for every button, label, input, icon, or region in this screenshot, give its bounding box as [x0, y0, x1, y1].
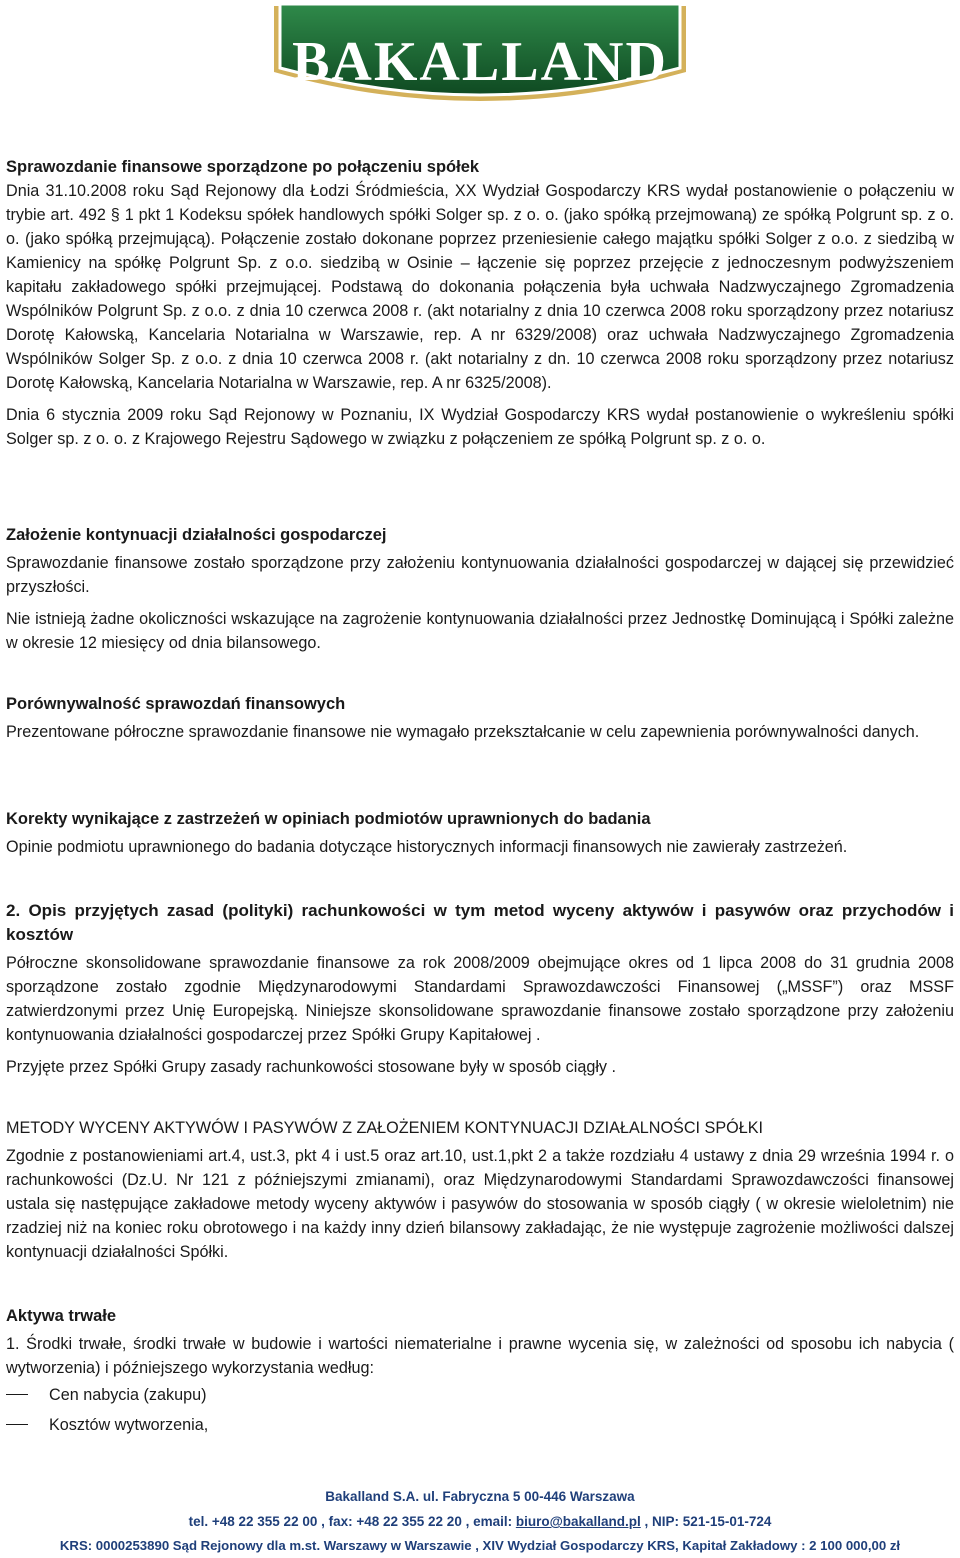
policies-paragraph-2: Przyjęte przez Spółki Grupy zasady rachunkowości stosowane były w sposób ciągły .	[6, 1058, 617, 1076]
dash-bullet	[6, 1424, 28, 1425]
corrections-paragraph: Opinie podmiotu uprawnionego do badania dotyczące historycznych informacji finansowych nie zawierały zastrzeżeń.	[6, 838, 848, 856]
list-item: Cen nabycia (zakupu)	[6, 1380, 954, 1410]
svg-text:BAKALLAND: BAKALLAND	[292, 31, 668, 93]
corrections-title: Korekty wynikające z zastrzeżeń w opiniach podmiotów uprawnionych do badania	[6, 810, 651, 828]
merger-paragraph-1: Dnia 31.10.2008 roku Sąd Rejonowy dla Łodzi Śródmieścia, XX Wydział Gospodarczy KRS wydał postanowienie o połączeniu w trybie art. 492 § 1 pkt 1 Kodeksu spółek handlowych spółki Solger sp. z o. o. (jako spółką przejmowaną) ze spółką Polgrunt sp. z o. o. (jako spółką przejmującą). Połączenie zostało dokonane poprzez przeniesienie całego majątku spółki Solger z o.o. z siedzibą w Kamienicy na spółkę Polgrunt Sp. z o.o. siedzibą w Osinie – łączenie się poprzez przejęcie z jednoczesnym podwyższeniem kapitału zakładowego spółki przejmującej. Podstawą do dokonania połączenia była uchwała Nadzwyczajnego Zgromadzenia Wspólników Polgrunt Sp. z o.o. z dnia 10 czerwca 2008 r. (akt notarialny z dnia 10 czerwca 2008 roku sporządzony przez notariusz Dorotę Kałowską, Kancelaria Notarialna w Warszawie, rep. A nr 6329/2008) oraz uchwała Nadzwyczajnego Zgromadzenia Wspólników Solger Sp. z o.o. z dnia 10 czerwca 2008 r. (akt notarialny z dn. 10 czerwca 2008 roku sporządzony przez notariusz Dorotę Kałowską, Kancelaria Notarialna w Warszawie, rep. A nr 6325/2008).	[6, 182, 954, 392]
going-concern-paragraph-2: Nie istnieją żadne okoliczności wskazujące na zagrożenie kontynuowania działalności przez Jednostkę Dominującą i Spółki zależne w okresie 12 miesięcy od dnia bilansowego.	[6, 610, 954, 652]
methods-title: METODY WYCENY AKTYWÓW I PASYWÓW Z ZAŁOŻENIEM KONTYNUACJI DZIAŁALNOŚCI SPÓŁKI	[6, 1119, 764, 1137]
merger-paragraph-2: Dnia 6 stycznia 2009 roku Sąd Rejonowy w Poznaniu, IX Wydział Gospodarczy KRS wydał postanowienie o wykreśleniu spółki Solger sp. z o. o. z Krajowego Rejestru Sądowego w związku z połączeniem ze spółką Polgrunt sp. z o. o.	[6, 406, 954, 448]
footer-contact: tel. +48 22 355 22 00 , fax: +48 22 355 22 20 , email: biuro@bakalland.pl , NIP: 521-15-01-724	[188, 1514, 772, 1529]
list-item: Kosztów wytworzenia,	[6, 1410, 954, 1440]
policies-title: 2. Opis przyjętych zasad (polityki) rachunkowości w tym metod wyceny aktywów i pasywów oraz przychodów i kosztów	[6, 901, 954, 944]
going-concern-title: Założenie kontynuacji działalności gospodarczej	[6, 526, 387, 544]
fixed-assets-title: Aktywa trwałe	[6, 1307, 117, 1325]
dash-bullet	[6, 1394, 28, 1395]
corrections-section	[6, 807, 954, 859]
policies-paragraph-1: Półroczne skonsolidowane sprawozdanie finansowe za rok 2008/2009 obejmujące okres od 1 lipca 2008 do 31 grudnia 2008 sporządzone zostało zgodnie Międzynarodowymi Standardami Sprawozdawczości Finansowej („MSSF”) oraz MSSF zatwierdzonymi przez Unię Europejską. Niniejsze skonsolidowane sprawozdanie finansowe zostało sporządzone przy założeniu kontynuowania działalności gospodarczej przez Spółki Grupy Kapitałowej .	[6, 954, 954, 1044]
merger-section	[6, 155, 954, 451]
merger-title: Sprawozdanie finansowe sporządzone po połączeniu spółek	[6, 158, 480, 176]
valuation-list	[6, 1380, 954, 1440]
fixed-assets-section	[6, 1304, 954, 1440]
fixed-assets-paragraph: 1. Środki trwałe, środki trwałe w budowie i wartości niematerialne i prawne wycenia się, w zależności od sposobu ich nabycia ( wytworzenia) i późniejszego wykorzystania według:	[6, 1335, 954, 1377]
comparability-paragraph: Prezentowane półroczne sprawozdanie finansowe nie wymagało przekształcanie w celu zapewnienia porównywalności danych.	[6, 723, 920, 741]
methods-paragraph: Zgodnie z postanowieniami art.4, ust.3, pkt 4 i ust.5 oraz art.10, ust.1,pkt 2 a także rozdziału 4 ustawy z dnia 29 września 1994 r. o rachunkowości (Dz.U. Nr 121 z późniejszymi zmianami), oraz Międzynarodowymi Standardami Sprawozdawczości finansowej ustala się następujące zakładowe metody wyceny aktywów i pasywów do stosowania w sposób ciągły ( w okresie wieloletnim) nie rzadziej niż na koniec roku obrotowego i na każdy inny dzień bilansowy zakładając, że nie występuje zagrożenie możliwości dalszej kontynuacji działalności Spółki.	[6, 1147, 954, 1261]
methods-section	[6, 1116, 954, 1264]
footer-registry: KRS: 0000253890 Sąd Rejonowy dla m.st. Warszawy w Warszawie , XIV Wydział Gospodarczy KRS, Kapitał Zakładowy : 2 100 000,00 zł	[59, 1538, 901, 1553]
email-link[interactable]: biuro@bakalland.pl	[515, 1514, 641, 1529]
going-concern-section	[6, 523, 954, 655]
footer-address: Bakalland S.A. ul. Fabryczna 5 00-446 Warszawa	[325, 1489, 635, 1504]
comparability-title: Porównywalność sprawozdań finansowych	[6, 695, 346, 713]
policies-section	[6, 899, 954, 1079]
bakalland-logo	[268, 0, 692, 118]
header	[0, 0, 960, 118]
comparability-section	[6, 692, 954, 744]
going-concern-paragraph-1: Sprawozdanie finansowe zostało sporządzone przy założeniu kontynuowania działalności gospodarczej w dającej się przewidzieć przyszłości.	[6, 554, 954, 596]
